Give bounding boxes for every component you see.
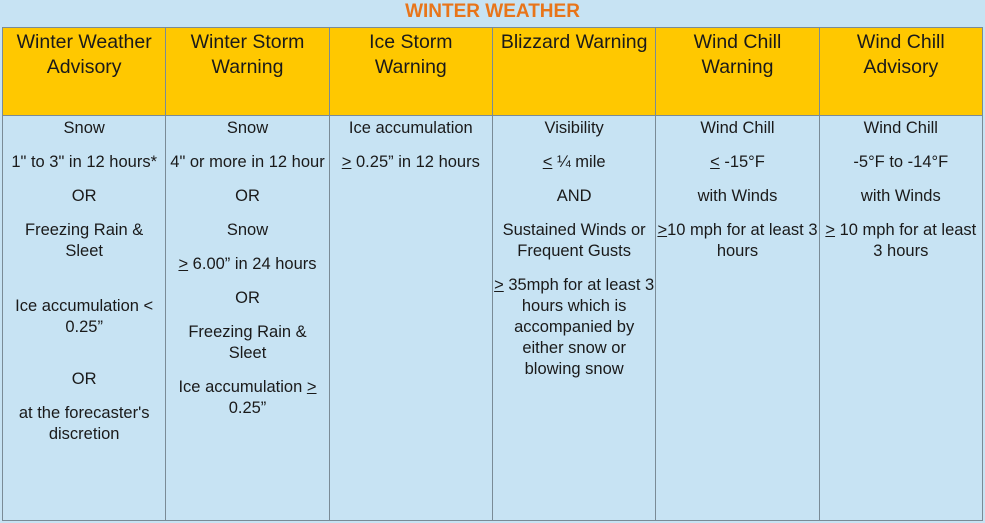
freezing-rain-label: Freezing Rain & Sleet [25,221,144,260]
discretion-text: at the forecaster's discretion [18,404,150,443]
or-label: OR [235,289,260,307]
temperature-threshold: < -15°F [710,153,765,171]
greater-equal-symbol: > [306,378,317,396]
header-wind-chill-warning: Wind Chill Warning [656,28,819,116]
snow-label: Snow [226,119,269,137]
greater-equal-symbol: > [494,276,504,294]
ice-amount: > 0.25” in 12 hours [341,153,480,171]
header-winter-weather-advisory: Winter Weather Advisory [3,28,166,116]
or-label: OR [71,370,97,388]
freezing-rain-label: Freezing Rain & Sleet [188,323,307,362]
cell-winter-weather-advisory [3,116,166,521]
less-equal-symbol: < [542,153,553,171]
less-equal-symbol: < [710,153,720,171]
ice-accumulation: Ice accumulation < 0.25” [15,297,154,336]
greater-equal-symbol: > [657,221,668,239]
criteria-row [3,116,983,521]
with-winds-label: with Winds [860,187,941,205]
cell-blizzard-warning [492,116,655,521]
snow-amount: 4" or more in 12 hour [170,153,325,171]
header-wind-chill-advisory: Wind Chill Advisory [819,28,982,116]
wind-criteria: > 10 mph for at least 3 hours [825,221,977,260]
header-row [3,28,983,116]
page-title: WINTER WEATHER [405,1,580,22]
winds-label: Sustained Winds or Frequent Gusts [502,221,646,260]
header-ice-storm-warning: Ice Storm Warning [329,28,492,116]
snow-label: Snow [63,119,105,137]
visibility-label: Visibility [544,119,604,137]
cell-ice-storm-warning [329,116,492,521]
cell-winter-storm-warning [166,116,329,521]
greater-equal-symbol: > [825,221,836,239]
header-blizzard-warning: Blizzard Warning [492,28,655,116]
or-label: OR [235,187,260,205]
gust-criteria: > 35mph for at least 3 hours which is accompanied by either snow or blowing snow [494,276,655,378]
cell-wind-chill-warning [656,116,819,521]
header-winter-storm-warning: Winter Storm Warning [166,28,329,116]
greater-equal-symbol: > [178,255,189,273]
snow-24h-amount: > 6.00” in 24 hours [178,255,317,273]
wind-chill-label: Wind Chill [863,119,938,137]
temperature-range: -5°F to -14°F [853,153,949,171]
snow-amount: 1" to 3" in 12 hours* [11,153,157,171]
or-label: OR [71,187,97,205]
and-label: AND [556,187,592,205]
ice-accumulation: Ice accumulation > 0.25” [178,378,317,417]
visibility-amount: < ¼ mile [542,153,606,171]
wind-criteria: >10 mph for at least 3 hours [657,221,818,260]
with-winds-label: with Winds [697,187,778,205]
winter-weather-table [2,27,983,521]
greater-equal-symbol: > [341,153,352,171]
snow-label: Snow [226,221,269,239]
wind-chill-label: Wind Chill [700,119,775,137]
cell-wind-chill-advisory [819,116,982,521]
ice-accumulation-label: Ice accumulation [348,119,473,137]
